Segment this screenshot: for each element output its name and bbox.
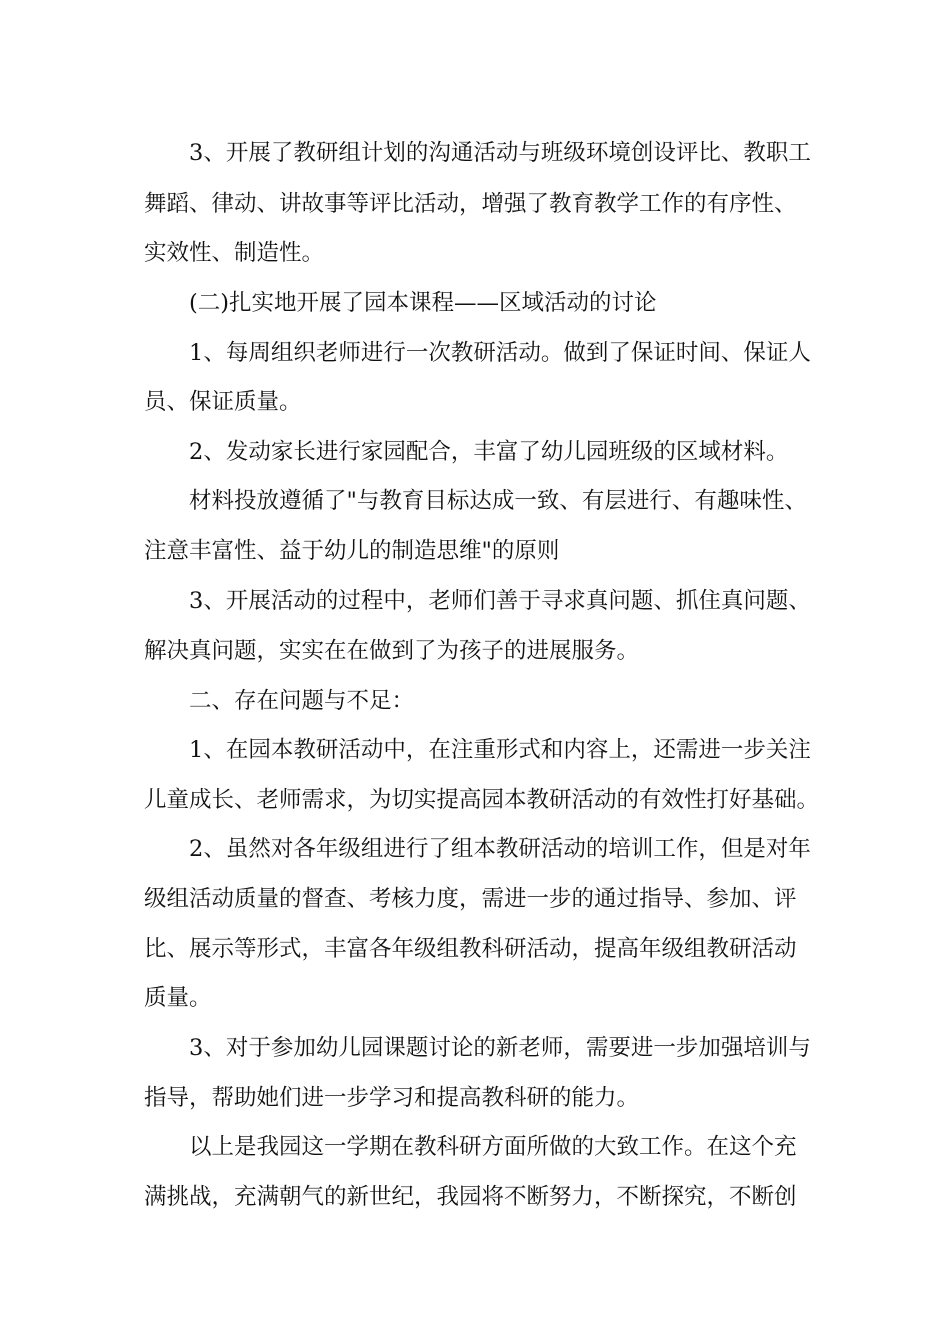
paragraph-line: 员、保证质量。 xyxy=(144,389,302,415)
paragraph-line: 2、虽然对各年级组进行了组本教研活动的培训工作，但是对年 xyxy=(189,836,811,862)
paragraph-line: 3、开展了教研组计划的沟通活动与班级环境创设评比、教职工 xyxy=(189,140,811,166)
paragraph-line: 比、展示等形式，丰富各年级组教科研活动，提高年级组教研活动 xyxy=(144,936,797,962)
paragraph-line: 指导，帮助她们进一步学习和提高教科研的能力。 xyxy=(144,1085,640,1111)
paragraph-line: 注意丰富性、益于幼儿的制造思维"的原则 xyxy=(144,538,560,564)
paragraph-line: 以上是我园这一学期在教科研方面所做的大致工作。在这个充 xyxy=(189,1134,797,1160)
section-heading: (二)扎实地开展了园本课程——区域活动的讨论 xyxy=(189,290,657,316)
paragraph-line: 儿童成长、老师需求，为切实提高园本教研活动的有效性打好基础。 xyxy=(144,787,820,813)
paragraph-line: 满挑战，充满朝气的新世纪，我园将不断努力，不断探究，不断创 xyxy=(144,1184,797,1210)
paragraph-line: 1、每周组织老师进行一次教研活动。做到了保证时间、保证人 xyxy=(189,340,811,366)
section-heading: 二、存在问题与不足： xyxy=(189,688,415,714)
paragraph-line: 1、在园本教研活动中，在注重形式和内容上，还需进一步关注 xyxy=(189,737,811,763)
paragraph-line: 级组活动质量的督查、考核力度，需进一步的通过指导、参加、评 xyxy=(144,886,797,912)
paragraph-line: 实效性、制造性。 xyxy=(144,240,325,266)
paragraph-line: 舞蹈、律动、讲故事等评比活动，增强了教育教学工作的有序性、 xyxy=(144,191,797,217)
paragraph-line: 3、开展活动的过程中，老师们善于寻求真问题、抓住真问题、 xyxy=(189,588,811,614)
paragraph-line: 2、发动家长进行家园配合，丰富了幼儿园班级的区域材料。 xyxy=(189,439,789,465)
paragraph-line: 质量。 xyxy=(144,985,212,1011)
paragraph-line: 3、对于参加幼儿园课题讨论的新老师，需要进一步加强培训与 xyxy=(189,1035,811,1061)
paragraph-line: 解决真问题，实实在在做到了为孩子的进展服务。 xyxy=(144,638,640,664)
paragraph-line: 材料投放遵循了"与教育目标达成一致、有层进行、有趣味性、 xyxy=(189,488,807,514)
